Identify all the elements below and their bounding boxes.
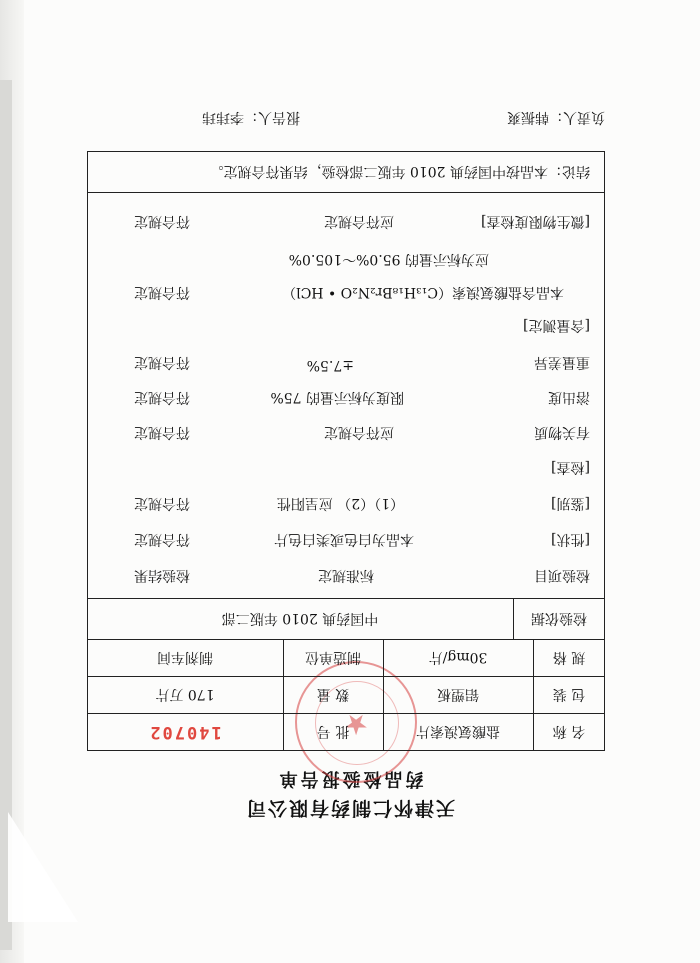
qty-value: 170 万片: [87, 677, 284, 713]
dissolution-result: 符合规定: [134, 389, 190, 405]
micro-label: [微生物限度检查]: [481, 213, 590, 229]
results-body: [88, 192, 604, 598]
conclusion-text: 结论：本品按中国药典 2010 年版二部检验，结果符合规定。: [209, 163, 590, 179]
row-name-lot: [88, 713, 604, 750]
seal-star-icon: ★: [343, 708, 369, 741]
maker-label: 制造单位: [283, 640, 384, 676]
identification-result: 符合规定: [134, 495, 190, 511]
assay-label: [含量测定]: [523, 317, 590, 333]
weight-result: 符合规定: [134, 354, 190, 370]
basis-value: 中国药典 2010 年版二部: [87, 599, 514, 639]
row-conclusion: [88, 152, 604, 192]
row-pack-qty: [88, 676, 604, 713]
maker-value: 制剂车间: [87, 640, 284, 676]
qty-label: 数 量: [283, 677, 384, 713]
reporter-signature: 报告人：李玮玮: [202, 109, 300, 125]
appearance-standard: 本品为白色或类白色片: [274, 531, 414, 547]
col-standard-header: 标准规定: [318, 567, 374, 583]
assay-result: 符合规定: [134, 284, 190, 300]
company-name: 天津怀仁制药有限公司: [245, 797, 456, 819]
pack-value: 铝塑板: [383, 677, 534, 713]
identification-standard: （1）（2） 应呈阳性: [276, 495, 404, 511]
weight-label: 重量差异: [534, 354, 590, 370]
row-basis: [88, 598, 604, 639]
related-standard: 应符合规定: [324, 424, 394, 440]
report-title: 药品检验报告单: [276, 768, 424, 789]
related-label: 有关物质: [534, 424, 590, 440]
dissolution-label: 溶出度: [548, 389, 590, 405]
identification-label: [鉴别]: [551, 495, 590, 511]
micro-result: 符合规定: [134, 213, 190, 229]
spec-label: 规 格: [552, 649, 586, 665]
reviewer-signature: 负责人：韩振爽: [507, 109, 605, 125]
basis-label: 检验依据: [531, 610, 587, 626]
dissolution-standard: 限度为标示量的 75%: [270, 389, 404, 405]
related-result: 符合规定: [134, 424, 190, 440]
weight-standard: ±7.5%: [306, 357, 354, 373]
assay-line1: 本品含盐酸氨溴索（C₁₃H₁₈Br₂N₂O • HCl）: [282, 284, 564, 300]
micro-standard: 应符合规定: [324, 213, 394, 229]
lot-label: 批 号: [283, 714, 384, 750]
check-label: [检查]: [551, 459, 590, 475]
pack-label: 包 装: [552, 686, 586, 702]
col-result-header: 检验结果: [134, 567, 190, 583]
name-label: 名 称: [552, 723, 586, 739]
name-value: 盐酸氨溴索片: [383, 714, 534, 750]
appearance-result: 符合规定: [134, 531, 190, 547]
appearance-label: [性状]: [551, 531, 590, 547]
spec-value: 30mg/片: [383, 640, 534, 676]
col-item-header: 检验项目: [534, 567, 590, 583]
lot-value: 140702: [87, 714, 284, 750]
row-spec-maker: [88, 639, 604, 676]
assay-line2: 应为标示量的 95.0%～105.0%: [288, 251, 489, 267]
report-table: [87, 151, 605, 751]
